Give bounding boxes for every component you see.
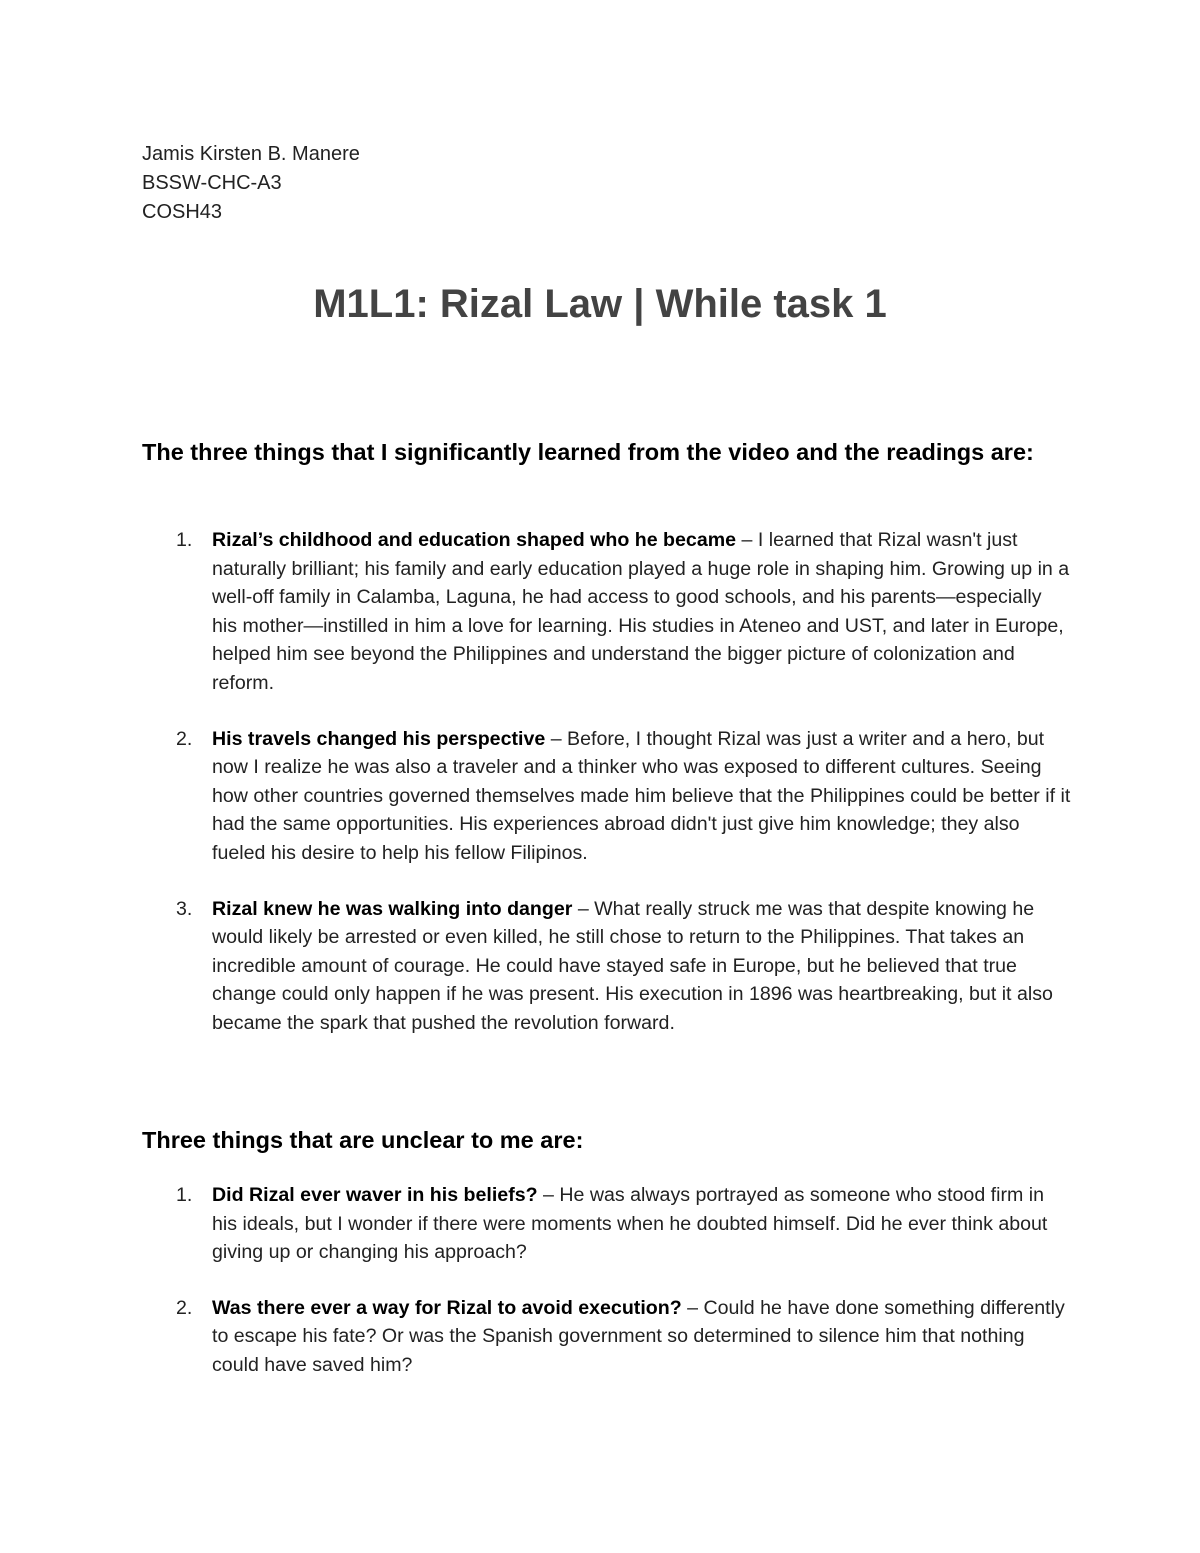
- unclear-heading: Three things that are unclear to me are:: [142, 1127, 584, 1153]
- author-name: Jamis Kirsten B. Manere: [142, 143, 360, 165]
- item-text: – I learned that Rizal wasn't just naturally brilliant; his family and early education played a huge role in shaping him. Growing up in a well-off family in Calamba, Laguna, he had access to good schools, and his parents—especially his mother—instilled in him a love for learning. His studies in Ateneo and UST, and later in Europe, helped him see beyond the Philippines and understand the bigger picture of colonization and reform.: [212, 529, 1070, 694]
- item-number: 1.: [176, 529, 193, 551]
- item-text: – Before, I thought Rizal was just a writer and a hero, but now I realize he was also a traveler and a thinker who was exposed to different cultures. Seeing how other countries governed themselves made him believe that the Philippines could be better if it had the same opportunities. His experiences abroad didn't just give him knowledge; they also fueled his desire to help his fellow Filipinos.: [212, 727, 1071, 864]
- list-item: [142, 725, 1072, 868]
- list-item: [142, 1181, 1072, 1267]
- item-lead: Rizal knew he was walking into danger: [212, 897, 573, 920]
- list-item: [142, 895, 1072, 1038]
- item-lead: His travels changed his perspective: [212, 727, 546, 750]
- item-text: – Could he have done something differently to escape his fate? Or was the Spanish government so determined to silence him that nothing could have saved him?: [212, 1296, 1065, 1376]
- item-lead: Rizal’s childhood and education shaped who he became: [212, 529, 737, 551]
- item-number: 2.: [176, 1296, 193, 1319]
- item-lead: Did Rizal ever waver in his beliefs?: [212, 1184, 538, 1206]
- item-number: 3.: [176, 897, 193, 920]
- learned-heading: The three things that I significantly learned from the video and the readings are:: [142, 439, 1034, 465]
- item-text: – He was always portrayed as someone who stood firm in his ideals, but I wonder if there were moments when he doubted himself. Did he ever think about giving up or changing his approach?: [212, 1184, 1048, 1264]
- unclear-list: [142, 1181, 1072, 1407]
- author-header: [142, 140, 360, 227]
- document-title: M1L1: Rizal Law | While task 1: [313, 282, 887, 326]
- item-number: 2.: [176, 727, 193, 750]
- learned-list: [142, 526, 1072, 1065]
- course-code: COSH43: [142, 201, 223, 223]
- item-lead: Was there ever a way for Rizal to avoid execution?: [212, 1296, 682, 1319]
- author-section: BSSW-CHC-A3: [142, 172, 282, 194]
- item-text: – What really struck me was that despite knowing he would likely be arrested or even killed, he still chose to return to the Philippines. That takes an incredible amount of courage. He could have stayed safe in Europe, but he believed that true change could only happen if he was present. His execution in 1896 was heartbreaking, but it also became the spark that pushed the revolution forward.: [212, 897, 1053, 1034]
- list-item: [142, 526, 1072, 698]
- item-number: 1.: [176, 1184, 193, 1206]
- list-item: [142, 1294, 1072, 1380]
